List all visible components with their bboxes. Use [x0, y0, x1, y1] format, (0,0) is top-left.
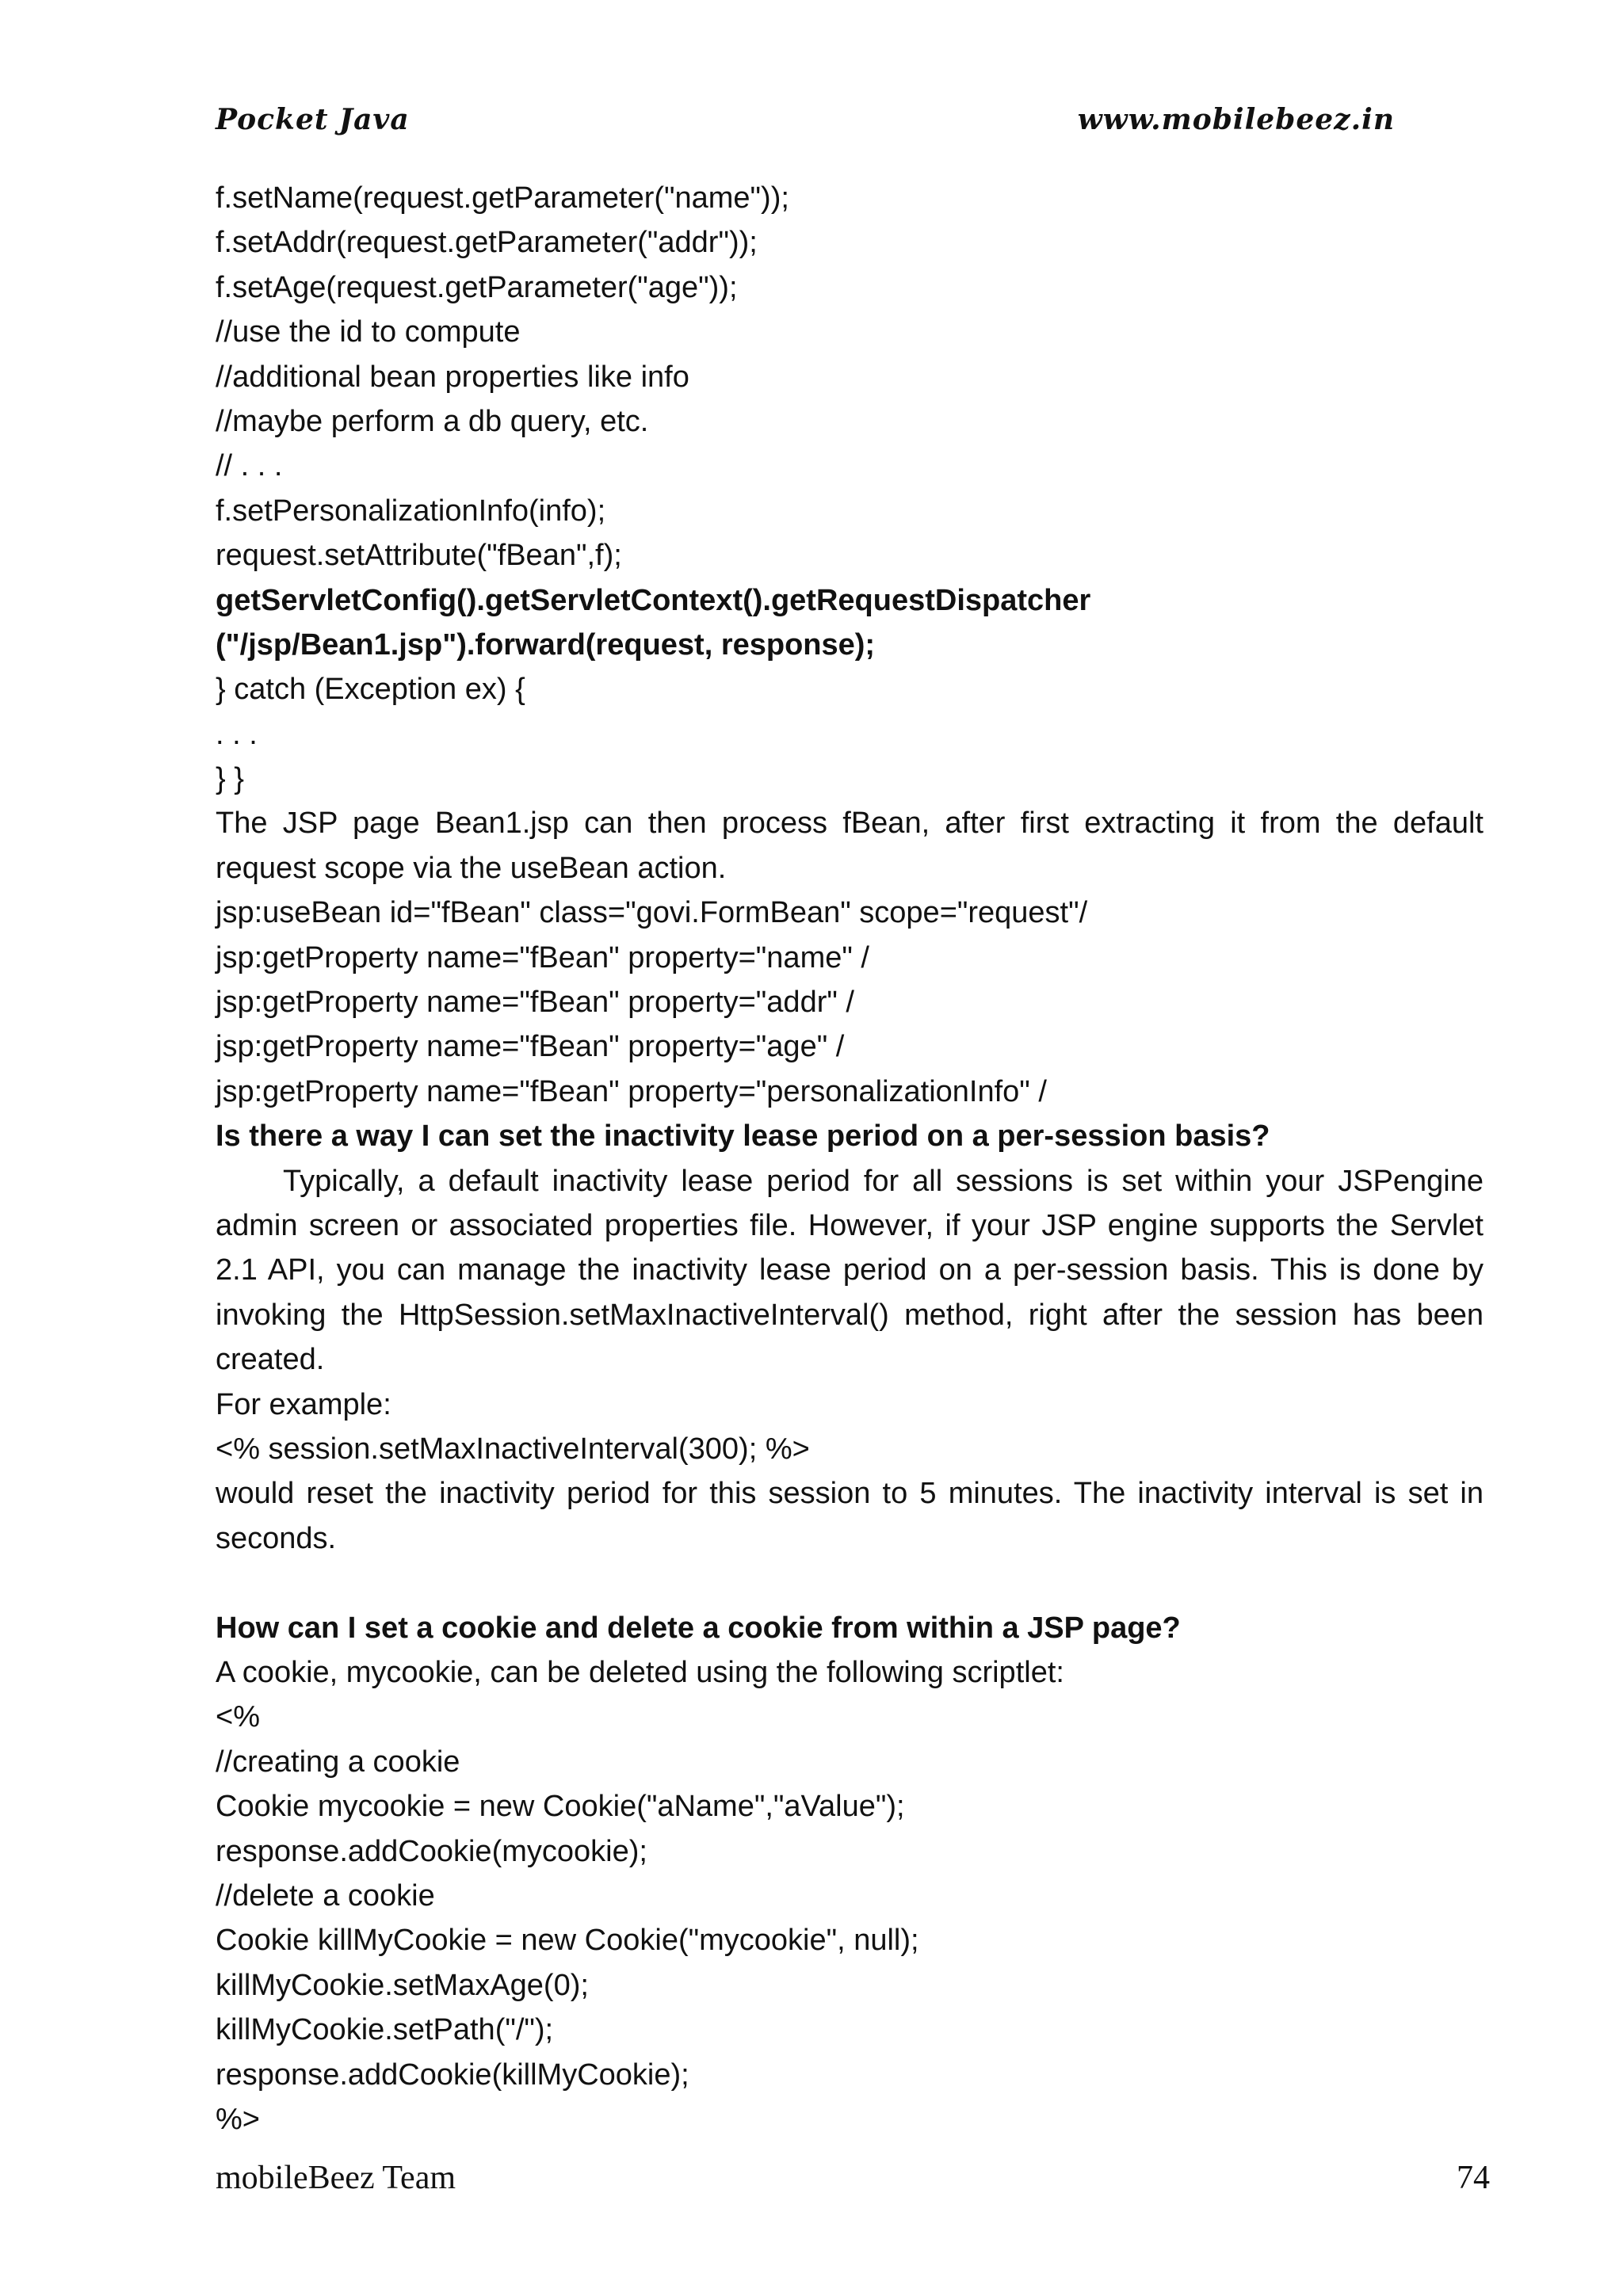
session-code-line: <% session.setMaxInactiveInterval(300); %>: [216, 1432, 810, 1466]
jsp-line: jsp:useBean id="fBean" class="govi.FormBean" scope="request"/: [216, 896, 1088, 930]
cookie-code-line: killMyCookie.setMaxAge(0);: [216, 1968, 589, 2002]
jsp-line: jsp:getProperty name="fBean" property="age" /: [216, 1030, 845, 1064]
section-heading-session: Is there a way I can set the inactivity lease period on a per-session basis?: [216, 1119, 1270, 1154]
code-line-bold: getServletConfig().getServletContext().getRequestDispatcher: [216, 583, 1091, 617]
cookie-code-line: Cookie mycookie = new Cookie("aName","aValue");: [216, 1790, 905, 1824]
for-example-label: For example:: [216, 1387, 391, 1421]
code-line: f.setAddr(request.getParameter("addr"));: [216, 226, 758, 260]
code-line: //maybe perform a db query, etc.: [216, 404, 649, 438]
page-number: 74: [1457, 2160, 1490, 2196]
jsp-line: jsp:getProperty name="fBean" property="name" /: [216, 940, 869, 974]
code-line: } }: [216, 762, 244, 796]
paragraph-reset: would reset the inactivity period for this session to 5 minutes. The inactivity interval is set in seconds.: [216, 1477, 1484, 1555]
running-header-url: www.mobilebeez.in: [1077, 103, 1395, 136]
code-line: . . .: [216, 717, 258, 751]
code-line: //additional bean properties like info: [216, 360, 689, 394]
page-body: [216, 176, 1484, 2142]
cookie-code-line: response.addCookie(mycookie);: [216, 1834, 647, 1868]
paragraph-session: Typically, a default inactivity lease period for all sessions is set within your JSPengine admin screen or associated properties file. However, if your JSP engine supports the Servlet 2.1 API, you can manage the inactivity lease period on a per-session basis. This is done by invoking the HttpSession.setMaxInactiveInterval() method, right after the session has been created.: [216, 1164, 1484, 1377]
code-line: // . . .: [216, 449, 283, 483]
paragraph-bean: The JSP page Bean1.jsp can then process fBean, after first extracting it from the default request scope via the useBean action.: [216, 807, 1484, 885]
code-line: request.setAttribute("fBean",f);: [216, 539, 622, 573]
jsp-line: jsp:getProperty name="fBean" property="personalizationInfo" /: [216, 1074, 1047, 1108]
running-header-title: Pocket Java: [216, 103, 410, 136]
section-heading-cookie: How can I set a cookie and delete a cookie from within a JSP page?: [216, 1611, 1181, 1645]
cookie-code-line: <%: [216, 1700, 260, 1734]
cookie-code-line: response.addCookie(killMyCookie);: [216, 2058, 689, 2092]
code-line: f.setName(request.getParameter("name"));: [216, 181, 789, 215]
cookie-code-line: killMyCookie.setPath("/");: [216, 2013, 554, 2047]
code-line: f.setPersonalizationInfo(info);: [216, 494, 606, 528]
cookie-code-line: Cookie killMyCookie = new Cookie("mycookie", null);: [216, 1924, 919, 1958]
code-line: f.setAge(request.getParameter("age"));: [216, 270, 738, 304]
cookie-code-line: %>: [216, 2102, 260, 2136]
cookie-code-line: //creating a cookie: [216, 1745, 460, 1779]
code-line: //use the id to compute: [216, 315, 521, 349]
jsp-line: jsp:getProperty name="fBean" property="addr" /: [216, 986, 854, 1020]
spacer: [216, 1561, 1484, 1605]
cookie-code-line: //delete a cookie: [216, 1878, 435, 1913]
paragraph-cookie: A cookie, mycookie, can be deleted using the following scriptlet:: [216, 1656, 1064, 1690]
code-line: } catch (Exception ex) {: [216, 673, 525, 707]
footer-author: mobileBeez Team: [216, 2160, 456, 2196]
code-line-bold: ("/jsp/Bean1.jsp").forward(request, response);: [216, 627, 876, 662]
